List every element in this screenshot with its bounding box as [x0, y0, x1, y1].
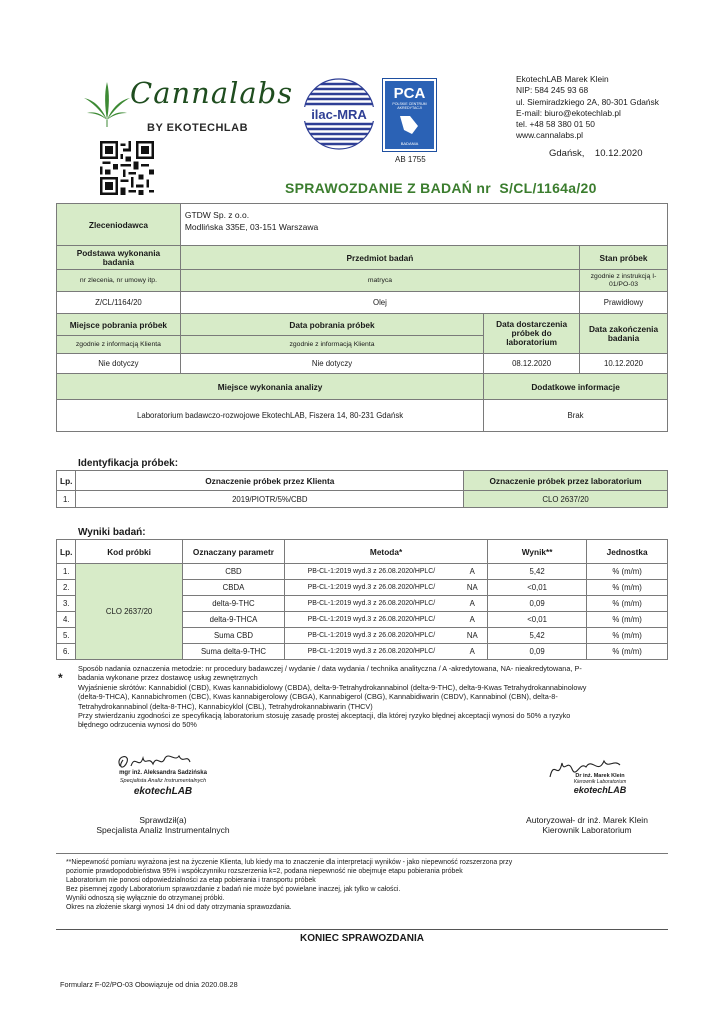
basis-value: Z/CL/1164/20: [57, 292, 181, 314]
basis-sublabel: nr zlecenia, nr umowy itp.: [57, 270, 181, 292]
state-sublabel: zgodnie z instrukcją I-01/PO-03: [580, 270, 668, 292]
res-value: 5,42: [487, 628, 586, 644]
ilac-mra-logo-icon: [300, 78, 378, 150]
table-row: [57, 491, 668, 508]
res-lp: 5.: [57, 628, 76, 644]
client-address: Modlińska 335E, 03-151 Warszawa: [184, 222, 319, 232]
footnote-star: *: [58, 671, 63, 685]
svg-text:POLSKIE CENTRUM: POLSKIE CENTRUM: [392, 102, 427, 106]
id-header-client: Oznaczenie próbek przez Klienta: [76, 471, 464, 491]
footer-line: **Niepewność pomiaru wyrażona jest na życzenie Klienta, lub kiedy ma to znaczenie dla interpretacji wyników - jako niepewność rozszerzona przy: [66, 859, 513, 866]
res-lp: 2.: [57, 580, 76, 596]
sampling-date-label: Data pobrania próbek: [180, 314, 483, 336]
res-method: PB-CL-1:2019 wyd.3 z 26.08.2020/HPLC/: [285, 580, 458, 596]
res-value: 5,42: [487, 564, 586, 580]
res-accreditation: NA: [458, 580, 488, 596]
state-label: Stan próbek: [580, 246, 668, 270]
footer-line: Bez pisemnej zgody Laboratorium sprawozdanie z badań nie może być powielane inaczej, jak tylko w całości.: [66, 886, 401, 894]
footer-line: Laboratorium nie ponosi odpowiedzialności za etap pobierania i transportu próbek: [66, 877, 316, 885]
res-param: delta-9-THCA: [182, 612, 284, 628]
place-value: Nie dotyczy: [57, 354, 181, 374]
subject-label: Przedmiot badań: [180, 246, 579, 270]
res-header-method: Metoda*: [285, 540, 488, 564]
logo-subtitle: BY EKOTECHLAB: [147, 122, 249, 134]
footer-line: Okres na złożenie skargi wynosi 14 dni od daty otrzymania sprawozdania.: [66, 904, 292, 912]
results-title: Wyniki badań:: [78, 527, 146, 538]
basis-label: Podstawa wykonania badania: [57, 246, 181, 270]
end-date-value: 10.12.2020: [580, 354, 668, 374]
sampling-date-sublabel: zgodnie z informacją Klienta: [180, 336, 483, 354]
id-lab-code: CLO 2637/20: [464, 491, 668, 508]
res-unit: % (m/m): [587, 564, 668, 580]
res-sample-code: CLO 2637/20: [76, 564, 182, 660]
res-header-code: Kod próbki: [76, 540, 182, 564]
qr-code-icon: [100, 141, 154, 195]
client-cell: [180, 204, 667, 246]
report-end: KONIEC SPRAWOZDANIA: [56, 929, 668, 944]
res-accreditation: A: [458, 564, 488, 580]
additional-info-value: Brak: [484, 400, 668, 432]
res-header-lp: Lp.: [57, 540, 76, 564]
res-method: PB-CL-1:2019 wyd.3 z 26.08.2020/HPLC/: [285, 596, 458, 612]
footer-notes: [66, 858, 666, 913]
left-stamp-brand: ekotechLAB: [133, 786, 193, 797]
res-lp: 4.: [57, 612, 76, 628]
res-unit: % (m/m): [587, 644, 668, 660]
delivery-date-value: 08.12.2020: [484, 354, 580, 374]
place-label: Miejsce pobrania próbek: [57, 314, 181, 336]
footer-line: poziomie prawdopodobieństwa 95% i współczynniku rozszerzenia k=2, podana niepewność nie obejmuje etapu pobierania próbek: [66, 868, 463, 876]
place-sublabel: zgodnie z informacją Klienta: [57, 336, 181, 354]
company-line: E-mail: biuro@ekotechlab.pl: [516, 107, 621, 118]
logo-wordmark: Cannalabs: [130, 76, 294, 110]
note-line: Sposób nadania oznaczenia metodzie: nr procedury badawczej / wydanie / data wydania / technika analityczna / A -akredytowana, NA- nieakredytowana, P-: [78, 664, 582, 673]
identification-title: Identyfikacja próbek:: [78, 458, 179, 469]
res-unit: % (m/m): [587, 596, 668, 612]
note-line: błędnego odrzucenia wynosi do 50%: [78, 720, 197, 730]
res-value: <0,01: [487, 580, 586, 596]
footer-line: Wyniki odnoszą się wyłącznie do otrzymanej próbki.: [66, 895, 225, 903]
cannalabs-logo: [80, 70, 294, 140]
svg-text:PCA: PCA: [393, 85, 426, 102]
client-name: GTDW Sp. z o.o.: [184, 210, 250, 220]
authorized-by-line1: Autoryzował- dr inż. Marek Klein: [526, 815, 648, 825]
note-line: Przy stwierdzaniu zgodności ze specyfikacją laboratorium stosuję zasadę prostej akceptacji, dla której ryzyko błędnej akceptacji wynosi do 50% a ryzyko: [78, 711, 571, 721]
report-info-table: [56, 203, 668, 432]
checked-by-line2: Specjalista Analiz Instrumentalnych: [96, 825, 230, 835]
identification-table: [56, 470, 668, 508]
res-lp: 3.: [57, 596, 76, 612]
res-accreditation: A: [458, 644, 488, 660]
res-unit: % (m/m): [587, 628, 668, 644]
res-header-param: Oznaczany parametr: [182, 540, 284, 564]
right-stamp-brand: ekotechLAB: [573, 785, 627, 795]
company-address: [516, 74, 659, 142]
sampling-date-value: Nie dotyczy: [180, 354, 483, 374]
report-date: Gdańsk, 10.12.2020: [549, 148, 643, 159]
svg-text:AKREDYTACJI: AKREDYTACJI: [397, 106, 422, 110]
client-label: Zleceniodawca: [57, 204, 181, 246]
analysis-place-label: Miejsce wykonania analizy: [57, 374, 484, 400]
pca-logo: [382, 78, 437, 152]
res-value: <0,01: [487, 612, 586, 628]
right-stamp-name: Dr inż. Marek Klein: [575, 773, 625, 779]
res-header-result: Wynik**: [487, 540, 586, 564]
checked-by-label: [68, 815, 258, 835]
id-lp: 1.: [57, 491, 76, 508]
res-method: PB-CL-1:2019 wyd.3 z 26.08.2020/HPLC/: [285, 612, 458, 628]
company-line: www.cannalabs.pl: [516, 130, 584, 141]
company-line: NIP: 584 245 93 68: [516, 85, 589, 96]
note-line: Wyjaśnienie skrótów: Kannabidiol (CBD), Kwas kannabidiolowy (CBDA), delta-9-Tetrahydrokannabinol (delta-9-THC), delta-9-Kwas Tetrahydrokannabinolowy: [78, 682, 587, 692]
res-lp: 6.: [57, 644, 76, 660]
res-lp: 1.: [57, 564, 76, 580]
res-value: 0,09: [487, 644, 586, 660]
accreditation-number: AB 1755: [395, 155, 426, 164]
state-value: Prawidłowy: [580, 292, 668, 314]
analysis-place-value: Laboratorium badawczo-rozwojowe EkotechLAB, Fiszera 14, 80-231 Gdańsk: [57, 400, 484, 432]
res-accreditation: A: [458, 596, 488, 612]
authorized-by-line2: Kierownik Laboratorium: [542, 825, 632, 835]
res-param: CBD: [182, 564, 284, 580]
company-line: EkotechLAB Marek Klein: [516, 74, 609, 84]
svg-text:ilac-MRA: ilac-MRA: [311, 107, 367, 122]
left-stamp-name: mgr inż. Aleksandra Sadzińska: [119, 770, 207, 776]
res-param: Suma delta-9-THC: [182, 644, 284, 660]
res-value: 0,09: [487, 596, 586, 612]
res-method: PB-CL-1:2019 wyd.3 z 26.08.2020/HPLC/: [285, 644, 458, 660]
right-stamp-role: Kierownik Laboratorium: [573, 779, 627, 785]
res-param: CBDA: [182, 580, 284, 596]
subject-value: Olej: [180, 292, 579, 314]
res-method: PB-CL-1:2019 wyd.3 z 26.08.2020/HPLC/: [285, 564, 458, 580]
delivery-date-label: Data dostarczenia próbek do laboratorium: [484, 314, 580, 354]
id-client-code: 2019/PIOTR/5%/CBD: [76, 491, 464, 508]
results-table: [56, 539, 668, 660]
res-param: delta-9-THC: [182, 596, 284, 612]
subject-sublabel: matryca: [180, 270, 579, 292]
cannabis-leaf-icon: [82, 80, 132, 128]
footer-divider: [56, 853, 668, 854]
res-unit: % (m/m): [587, 612, 668, 628]
res-method: PB-CL-1:2019 wyd.3 z 26.08.2020/HPLC/: [285, 628, 458, 644]
res-unit: % (m/m): [587, 580, 668, 596]
signature-stamp-left: [95, 748, 225, 798]
id-header-lab: Oznaczenie próbek przez laboratorium: [464, 471, 668, 491]
additional-info-label: Dodatkowe informacje: [484, 374, 668, 400]
pca-badge-icon: [382, 78, 437, 152]
res-param: Suma CBD: [182, 628, 284, 644]
svg-text:BADANIA: BADANIA: [400, 141, 419, 146]
id-header-lp: Lp.: [57, 471, 76, 491]
report-title: SPRAWOZDANIE Z BADAŃ nr S/CL/1164a/20: [285, 180, 597, 196]
method-notes: [78, 664, 678, 730]
left-stamp-role: Specjalista Analiz Instrumentalnych: [119, 778, 207, 784]
signature-stamp-right: [520, 755, 650, 800]
table-row: [57, 564, 668, 580]
note-line: badania wykonane przez dostawcę usług zewnętrznych: [78, 673, 258, 683]
company-line: tel. +48 58 380 01 50: [516, 119, 595, 130]
res-header-unit: Jednostka: [587, 540, 668, 564]
end-date-label: Data zakończenia badania: [580, 314, 668, 354]
res-accreditation: A: [458, 612, 488, 628]
form-number: Formularz F-02/PO-03 Obowiązuje od dnia 2020.08.28: [60, 980, 238, 989]
authorized-by-label: [497, 815, 677, 835]
company-line: ul. Siemiradzkiego 2A, 80-301 Gdańsk: [516, 96, 659, 107]
note-line: (delta-9-THCA), Kannabichromen (CBC), Kwas kannabigerolowy (CBGA), Kannabigerol (CBG), Kannabidiwarin (CBDV), Kannabinol (CBN), delta-8-: [78, 692, 558, 702]
res-accreditation: NA: [458, 628, 488, 644]
note-line: Tetrahydrokannabinol (delta-8-THC), Kannabicyklol (CBL), Tetrahydrokannabiwarin (THCV): [78, 701, 373, 711]
checked-by-line1: Sprawdził(a): [139, 815, 187, 825]
